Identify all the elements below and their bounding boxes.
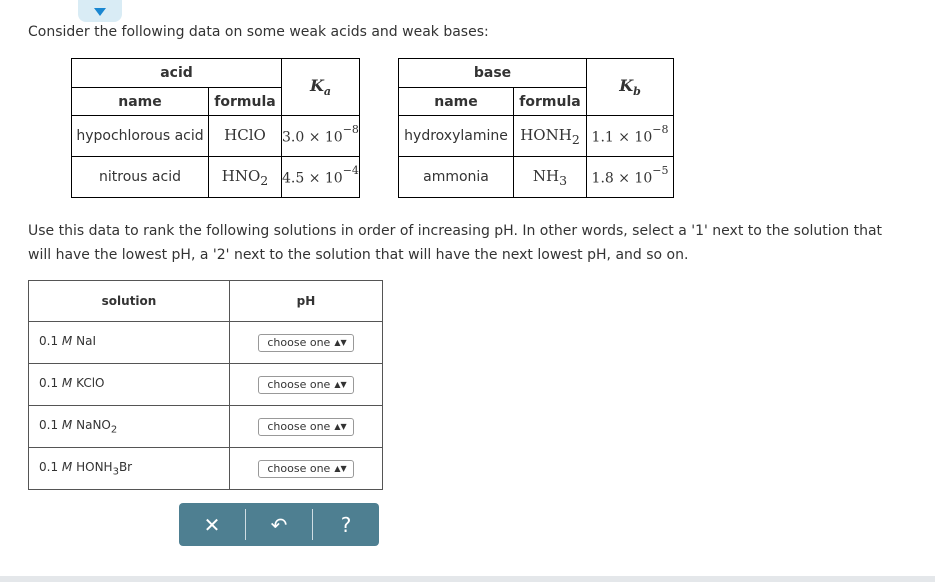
table-row: [29, 448, 383, 490]
collapse-toggle[interactable]: [78, 0, 122, 22]
table-row: [29, 364, 383, 406]
ka-header: $K_a$: [282, 59, 360, 116]
table-row: [399, 157, 674, 198]
ph-rank-select[interactable]: choose one ▲▼: [258, 418, 353, 436]
ka-value: $3.0 \times 10^{-8}$: [282, 116, 360, 157]
base-formula: $NH_3$: [514, 157, 587, 198]
solution-label: 0.1 M KClO: [29, 364, 230, 406]
table-row: [399, 116, 674, 157]
clear-button[interactable]: [179, 503, 245, 546]
table-row: [72, 157, 360, 198]
base-group-header: base: [399, 59, 587, 88]
select-arrows-icon: ▲▼: [334, 337, 347, 347]
base-name: hydroxylamine: [399, 116, 514, 157]
select-arrows-icon: ▲▼: [334, 421, 347, 431]
solution-label: 0.1 M $HONH_3Br$: [29, 448, 230, 490]
footer-divider: [0, 576, 935, 582]
select-arrows-icon: ▲▼: [334, 379, 347, 389]
table-row: [72, 116, 360, 157]
kb-header: $K_b$: [587, 59, 674, 116]
ph-header: pH: [230, 281, 383, 322]
base-formula-header: formula: [514, 88, 587, 116]
caret-down-icon: [94, 8, 106, 16]
help-button[interactable]: [313, 503, 379, 546]
acid-name-header: name: [72, 88, 209, 116]
solution-label: 0.1 M NaNO$_2$: [29, 406, 230, 448]
acid-formula: $HNO_2$: [209, 157, 282, 198]
acid-group-header: acid: [72, 59, 282, 88]
help-icon: ?: [340, 512, 352, 537]
undo-button[interactable]: [246, 503, 312, 546]
base-name: ammonia: [399, 157, 514, 198]
kb-value: $1.8 \times 10^{-5}$: [587, 157, 674, 198]
ph-rank-select[interactable]: choose one ▲▼: [258, 460, 353, 478]
acid-table: [71, 58, 360, 198]
acid-name: hypochlorous acid: [72, 116, 209, 157]
base-table: [398, 58, 674, 198]
base-name-header: name: [399, 88, 514, 116]
acid-formula-header: formula: [209, 88, 282, 116]
acid-formula: HClO: [209, 116, 282, 157]
acid-name: nitrous acid: [72, 157, 209, 198]
undo-icon: ↶: [270, 512, 288, 537]
solution-header: solution: [29, 281, 230, 322]
ph-rank-select[interactable]: choose one ▲▼: [258, 376, 353, 394]
ka-value: $4.5 \times 10^{-4}$: [282, 157, 360, 198]
ph-rank-select[interactable]: choose one ▲▼: [258, 334, 353, 352]
base-formula: $HONH_2$: [514, 116, 587, 157]
select-arrows-icon: ▲▼: [334, 463, 347, 473]
intro-text: Consider the following data on some weak acids and weak bases:: [28, 24, 489, 40]
kb-value: $1.1 \times 10^{-8}$: [587, 116, 674, 157]
table-row: [29, 406, 383, 448]
instructions-text: Use this data to rank the following solutions in order of increasing pH. In other words, select a '1' next to the solution that will have the lowest pH, a '2' next to the solution that will have the next lowest pH, and so on.: [28, 223, 883, 263]
answer-toolbar: [179, 503, 379, 546]
table-row: [29, 322, 383, 364]
ranking-table: [28, 280, 383, 490]
close-icon: ✕: [203, 512, 221, 537]
solution-label: 0.1 M NaI: [29, 322, 230, 364]
